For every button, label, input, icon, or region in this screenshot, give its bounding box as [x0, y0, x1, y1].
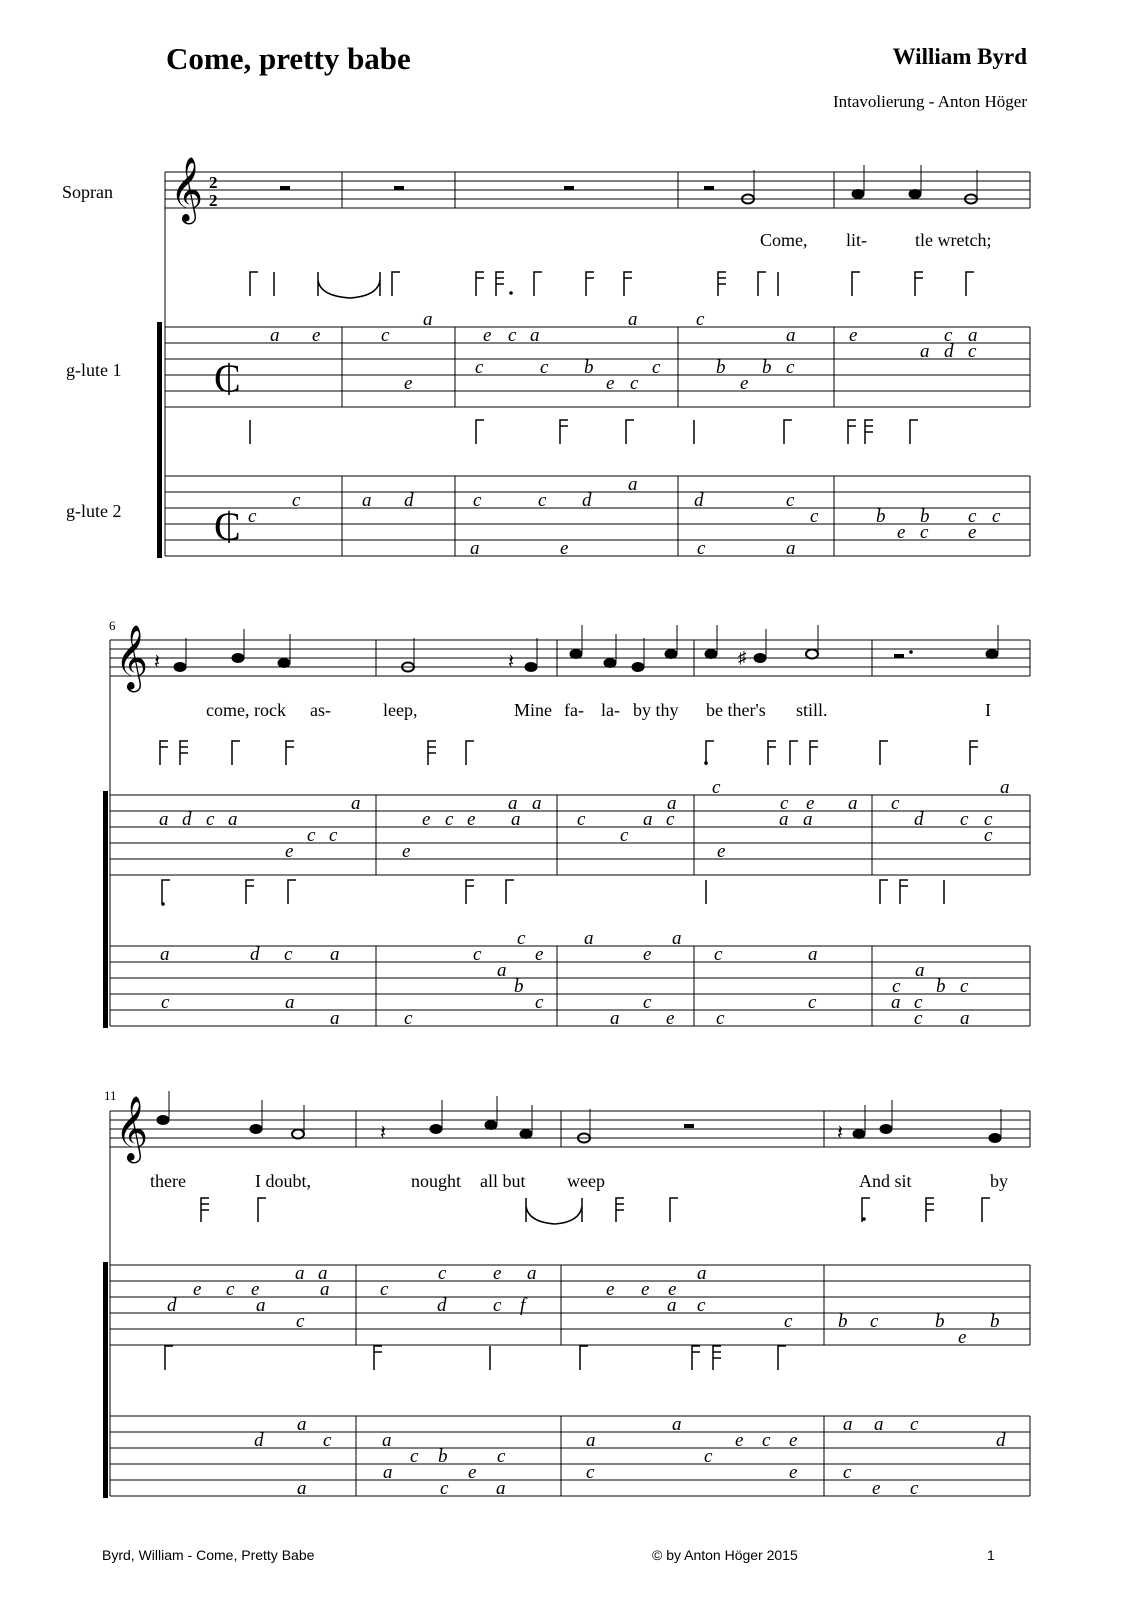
- quarter-rest-icon: 𝄽: [837, 1122, 844, 1144]
- lyric-syllable: tle wretch;: [915, 230, 992, 250]
- tab-letter: a: [497, 960, 507, 981]
- tab-letter: c: [329, 825, 338, 846]
- tab-letter: c: [914, 992, 923, 1013]
- tab-letter: e: [493, 1263, 502, 1284]
- note: [665, 625, 677, 659]
- tab-letter: d: [694, 490, 704, 511]
- tab-letter: c: [323, 1430, 332, 1451]
- cut-time-icon: ₵: [214, 356, 241, 401]
- time-sig-numerator: 2: [209, 173, 218, 192]
- note: [485, 1096, 497, 1130]
- tab-letter: a: [270, 325, 280, 346]
- tab-letter: a: [362, 490, 372, 511]
- tab-letter: a: [697, 1263, 707, 1284]
- tab-letter: c: [440, 1478, 449, 1499]
- tab-letter: e: [968, 522, 977, 543]
- tab-letter: a: [160, 944, 170, 965]
- part-label-lute1: g-lute 1: [66, 360, 122, 380]
- lyric-syllable: I doubt,: [255, 1171, 311, 1191]
- note: [278, 634, 290, 668]
- lyric-syllable: by: [990, 1171, 1008, 1191]
- bracket-lutes-3: [103, 1262, 108, 1498]
- tab-letter: a: [228, 809, 238, 830]
- tab-letter: a: [672, 1414, 682, 1435]
- tab-letter: a: [667, 793, 677, 814]
- tab-letter: e: [606, 1279, 615, 1300]
- tab-letter: c: [226, 1279, 235, 1300]
- tab-letter: b: [762, 357, 772, 378]
- tab-letter: d: [254, 1430, 264, 1451]
- tab-letter: b: [716, 357, 726, 378]
- tab-letter: e: [735, 1430, 744, 1451]
- tab-letter: f: [520, 1295, 526, 1316]
- tab-letter: e: [251, 1279, 260, 1300]
- tab-letter: e: [560, 538, 569, 559]
- tab-letter: c: [508, 325, 517, 346]
- tab-letter: c: [786, 357, 795, 378]
- tab-letter: c: [984, 809, 993, 830]
- tab-letter: b: [514, 976, 524, 997]
- tab-letter: a: [320, 1279, 330, 1300]
- tab-letter: c: [843, 1462, 852, 1483]
- soprano-staff-1: [165, 172, 1030, 208]
- tab-letter: e: [789, 1430, 798, 1451]
- tab-letter: a: [470, 538, 480, 559]
- half-rest-icon: [894, 654, 904, 658]
- tab-letter: a: [423, 309, 433, 330]
- tab-letter: c: [960, 809, 969, 830]
- tab-letters-s3-lute2: [254, 1414, 1006, 1499]
- tab-letter: a: [610, 1008, 620, 1029]
- tab-letter: a: [297, 1414, 307, 1435]
- quarter-rest-icon: 𝄽: [380, 1122, 387, 1144]
- tab-letters-s1-lute2: [248, 474, 1001, 559]
- quarter-rest-icon: 𝄽: [154, 651, 161, 673]
- note: [986, 625, 998, 659]
- tab-letter: e: [404, 373, 413, 394]
- rhythm-flags: [160, 272, 990, 1370]
- tab-letter: c: [712, 777, 721, 798]
- tab-letter: b: [990, 1311, 1000, 1332]
- tab-letters-s1-lute1: [270, 309, 978, 394]
- tab-letter: a: [643, 809, 653, 830]
- tab-letter: c: [944, 325, 953, 346]
- tab-letter: a: [159, 809, 169, 830]
- tab-letter: e: [666, 1008, 675, 1029]
- tab-letter: c: [652, 357, 661, 378]
- tab-letter: a: [297, 1478, 307, 1499]
- whole-rest-icon: [280, 186, 290, 190]
- tab-letter: e: [468, 1462, 477, 1483]
- tab-letter: b: [935, 1311, 945, 1332]
- tab-letter: e: [402, 841, 411, 862]
- tab-letters: [159, 309, 1010, 1499]
- lyric-syllable: as-: [310, 700, 331, 720]
- system-3: [103, 1111, 1030, 1498]
- tab-letter: c: [697, 1295, 706, 1316]
- note: [989, 1109, 1001, 1143]
- tab-letter: d: [914, 809, 924, 830]
- tab-letter: c: [404, 1008, 413, 1029]
- lute1-tab-staff-1: [165, 327, 1030, 407]
- lyric-syllable: la-: [601, 700, 620, 720]
- lyrics-1: [760, 230, 991, 250]
- tab-letter: d: [582, 490, 592, 511]
- note: [402, 638, 414, 672]
- note: [604, 634, 616, 668]
- bracket-lutes-1: [157, 322, 162, 558]
- composer-name: William Byrd: [892, 44, 1027, 69]
- tab-letter: c: [438, 1263, 447, 1284]
- tab-letter: a: [586, 1430, 596, 1451]
- bracket-lutes-2: [103, 791, 108, 1028]
- tab-letter: a: [256, 1295, 266, 1316]
- treble-clef-icon: 𝄞: [115, 1098, 149, 1160]
- lute2-tab-staff-1: [165, 476, 1030, 556]
- tab-letter: c: [473, 944, 482, 965]
- note: [705, 625, 717, 659]
- tab-letter: a: [920, 341, 930, 362]
- tab-letter: c: [810, 506, 819, 527]
- note: [853, 1105, 865, 1139]
- tab-letter: c: [292, 490, 301, 511]
- tab-letter: c: [296, 1311, 305, 1332]
- page-number: 1: [987, 1547, 995, 1563]
- tab-letter: c: [716, 1008, 725, 1029]
- tab-letter: c: [206, 809, 215, 830]
- cut-time-icon: ₵: [214, 504, 241, 549]
- lute1-tab-staff-3: [110, 1265, 1030, 1345]
- lyrics-3: [150, 1171, 1008, 1191]
- arranger-credit: Intavolierung - Anton Höger: [832, 92, 1027, 111]
- note: [806, 625, 818, 659]
- tab-letter: b: [920, 506, 930, 527]
- tab-letter: b: [876, 506, 886, 527]
- lyric-syllable: Mine: [514, 700, 552, 720]
- tab-letter: c: [808, 992, 817, 1013]
- tab-letter: c: [968, 506, 977, 527]
- tab-letter: d: [437, 1295, 447, 1316]
- tab-letter: c: [960, 976, 969, 997]
- tab-letter: a: [672, 928, 682, 949]
- tab-letter: e: [641, 1279, 650, 1300]
- tab-letter: e: [467, 809, 476, 830]
- tab-letter: a: [960, 1008, 970, 1029]
- tab-letter: a: [628, 474, 638, 495]
- tab-letter: e: [740, 373, 749, 394]
- tab-letter: c: [381, 325, 390, 346]
- tab-letter: e: [422, 809, 431, 830]
- tab-letter: c: [284, 944, 293, 965]
- tab-letter: a: [628, 309, 638, 330]
- part-label-lute2: g-lute 2: [66, 501, 122, 521]
- tab-letter: a: [786, 325, 796, 346]
- tab-letter: a: [915, 960, 925, 981]
- tab-letter: e: [606, 373, 615, 394]
- tab-letter: c: [914, 1008, 923, 1029]
- tab-letter: c: [540, 357, 549, 378]
- dots: [161, 291, 866, 1221]
- tab-letter: c: [497, 1446, 506, 1467]
- tab-letter: a: [285, 992, 295, 1013]
- tab-letter: c: [780, 793, 789, 814]
- tab-letter: a: [496, 1478, 506, 1499]
- tab-letter: c: [307, 825, 316, 846]
- lyric-syllable: lit-: [846, 230, 867, 250]
- tab-letter: c: [696, 309, 705, 330]
- tab-letter: c: [620, 825, 629, 846]
- tab-letters-s3-lute1: [167, 1263, 1000, 1348]
- tab-letter: c: [984, 825, 993, 846]
- lyric-syllable: fa-: [564, 700, 584, 720]
- tab-letter: c: [586, 1462, 595, 1483]
- note: [430, 1100, 442, 1134]
- tab-letter: b: [936, 976, 946, 997]
- note: [157, 1091, 169, 1125]
- tab-letter: a: [527, 1263, 537, 1284]
- tab-letter: e: [668, 1279, 677, 1300]
- tab-letter: c: [473, 490, 482, 511]
- tab-letter: a: [351, 793, 361, 814]
- lyric-syllable: come, rock: [206, 700, 286, 720]
- tab-letter: b: [438, 1446, 448, 1467]
- note: [852, 165, 864, 199]
- tab-letter: c: [714, 944, 723, 965]
- tab-letter: c: [704, 1446, 713, 1467]
- half-rest-icon: [704, 186, 714, 190]
- tab-letter: e: [535, 944, 544, 965]
- tab-letter: e: [483, 325, 492, 346]
- piece-title: Come, pretty babe: [166, 41, 411, 76]
- note: [742, 170, 754, 204]
- tab-letter: c: [762, 1430, 771, 1451]
- lyric-syllable: weep: [567, 1171, 605, 1191]
- tab-letter: c: [643, 992, 652, 1013]
- lyric-syllable: all but: [480, 1171, 526, 1191]
- tab-letter: c: [493, 1295, 502, 1316]
- tab-letter: c: [892, 976, 901, 997]
- treble-clef-icon: 𝄞: [115, 627, 149, 689]
- note: [250, 1100, 262, 1134]
- tab-letter: e: [806, 793, 815, 814]
- note: [632, 638, 644, 672]
- soprano-staff-2: [110, 640, 1030, 676]
- tab-letter: c: [992, 506, 1001, 527]
- tab-letter: c: [784, 1311, 793, 1332]
- tab-letter: a: [530, 325, 540, 346]
- lyric-syllable: I: [985, 700, 991, 720]
- tab-letter: c: [666, 809, 675, 830]
- tab-letter: c: [910, 1478, 919, 1499]
- lyric-syllable: Come,: [760, 230, 808, 250]
- note: [174, 638, 186, 672]
- lyric-syllable: And sit: [859, 1171, 912, 1191]
- tab-letter: c: [475, 357, 484, 378]
- tab-letters-s2-lute1: [159, 777, 1010, 862]
- tab-letter: a: [383, 1462, 393, 1483]
- tab-letter: c: [445, 809, 454, 830]
- sharp-icon: ♯: [738, 648, 747, 667]
- tab-letter: c: [535, 992, 544, 1013]
- part-label-sopran: Sopran: [62, 182, 113, 202]
- tab-letter: c: [920, 522, 929, 543]
- tab-letter: d: [996, 1430, 1006, 1451]
- note: [754, 629, 766, 663]
- tab-letter: e: [958, 1327, 967, 1348]
- note: [965, 170, 977, 204]
- tab-letter: c: [968, 341, 977, 362]
- note: [232, 629, 244, 663]
- tab-letter: a: [786, 538, 796, 559]
- tab-letter: d: [167, 1295, 177, 1316]
- tab-letter: e: [643, 944, 652, 965]
- tab-letter: c: [538, 490, 547, 511]
- tab-letter: a: [295, 1263, 305, 1284]
- tab-letter: c: [697, 538, 706, 559]
- tab-letter: a: [891, 992, 901, 1013]
- tab-letter: e: [872, 1478, 881, 1499]
- dot: [909, 650, 913, 654]
- measure-number: 6: [109, 618, 116, 633]
- tab-letter: a: [874, 1414, 884, 1435]
- tab-letter: c: [630, 373, 639, 394]
- lyric-syllable: still.: [796, 700, 828, 720]
- tab-letter: b: [584, 357, 594, 378]
- tab-letter: c: [248, 506, 257, 527]
- note: [578, 1109, 590, 1143]
- tab-letter: e: [897, 522, 906, 543]
- system-2: [103, 640, 1030, 1028]
- tab-letter: c: [786, 490, 795, 511]
- tab-letter: c: [891, 793, 900, 814]
- tab-letter: a: [808, 944, 818, 965]
- lyric-syllable: by thy: [633, 700, 679, 720]
- note: [520, 1105, 532, 1139]
- tab-letter: d: [404, 490, 414, 511]
- time-sig-denominator: 2: [209, 191, 218, 210]
- footer-title: Byrd, William - Come, Pretty Babe: [102, 1547, 315, 1563]
- tab-letter: e: [717, 841, 726, 862]
- tab-letter: e: [193, 1279, 202, 1300]
- note: [570, 625, 582, 659]
- tab-letter: e: [285, 841, 294, 862]
- tab-letter: e: [312, 325, 321, 346]
- tab-letter: d: [182, 809, 192, 830]
- tab-letter: a: [848, 793, 858, 814]
- tab-letter: a: [968, 325, 978, 346]
- note: [292, 1105, 304, 1139]
- lyric-syllable: leep,: [383, 700, 418, 720]
- measure-number: 11: [104, 1088, 117, 1103]
- note: [880, 1100, 892, 1134]
- tab-letter: b: [838, 1311, 848, 1332]
- system-1: [157, 172, 1030, 558]
- lyric-syllable: there: [150, 1171, 186, 1191]
- tab-letter: d: [944, 341, 954, 362]
- tab-letter: c: [161, 992, 170, 1013]
- tab-letter: c: [517, 928, 526, 949]
- tab-letter: e: [789, 1462, 798, 1483]
- whole-rest-icon: [394, 186, 404, 190]
- tab-letter: c: [410, 1446, 419, 1467]
- tab-letter: c: [870, 1311, 879, 1332]
- tab-letter: c: [577, 809, 586, 830]
- tab-letter: a: [667, 1295, 677, 1316]
- lyric-syllable: be ther's: [706, 700, 766, 720]
- tab-letter: a: [532, 793, 542, 814]
- lyrics-2: [206, 700, 991, 720]
- lute2-tab-staff-3: [110, 1416, 1030, 1496]
- treble-clef-icon: 𝄞: [170, 159, 204, 221]
- quarter-rest-icon: 𝄽: [508, 651, 515, 673]
- half-rest-icon: [684, 1124, 694, 1128]
- tab-letter: d: [250, 944, 260, 965]
- footer-copyright: © by Anton Höger 2015: [652, 1547, 798, 1563]
- tab-letter: c: [380, 1279, 389, 1300]
- tab-letter: a: [803, 809, 813, 830]
- tab-letter: e: [849, 325, 858, 346]
- tab-letter: a: [779, 809, 789, 830]
- tab-letter: a: [843, 1414, 853, 1435]
- whole-rest-icon: [564, 186, 574, 190]
- note: [909, 165, 921, 199]
- soprano-notation-3: [115, 1091, 1001, 1163]
- tab-letter: a: [1000, 777, 1010, 798]
- lyric-syllable: nought: [411, 1171, 462, 1191]
- tab-letter: a: [318, 1263, 328, 1284]
- tab-letter: a: [330, 1008, 340, 1029]
- tab-letter: a: [330, 944, 340, 965]
- tab-letter: c: [910, 1414, 919, 1435]
- note: [525, 638, 537, 672]
- tab-letter: a: [584, 928, 594, 949]
- tab-letter: a: [511, 809, 521, 830]
- tab-letter: a: [508, 793, 518, 814]
- tab-letter: a: [382, 1430, 392, 1451]
